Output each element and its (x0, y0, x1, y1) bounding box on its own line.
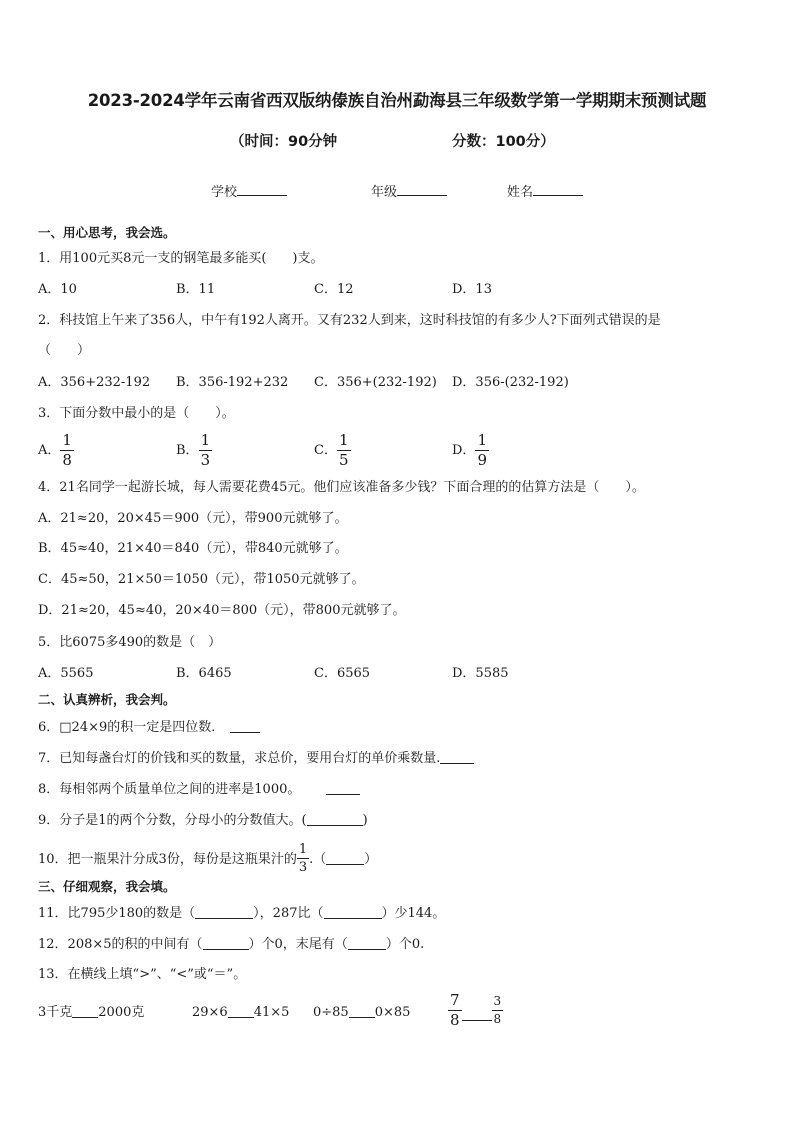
numerator: 1 (200, 431, 211, 449)
q3-option-c[interactable] (314, 432, 351, 469)
q2-option-c[interactable]: C．356+(232-192) (314, 375, 437, 390)
q10 (38, 842, 377, 875)
page-title: 2023-2024学年云南省西双版纳傣族自治州勐海县三年级数学第一学期期末预测试题 (87, 91, 707, 110)
q5-option-d[interactable]: D．5585 (452, 666, 509, 681)
q10-answer-blank[interactable] (326, 851, 364, 865)
q1-option-a[interactable]: A．10 (38, 282, 77, 297)
denominator: 3 (200, 451, 211, 469)
q2-option-a[interactable]: A．356+232-192 (38, 375, 151, 390)
q3-option-c-label: C． (314, 443, 337, 458)
q13-item-3-left: 0÷85 (313, 1005, 349, 1020)
numerator: 1 (298, 842, 308, 857)
q7-answer-blank[interactable] (440, 750, 474, 764)
q3-option-a-label: A． (38, 443, 61, 458)
q13-item-2-blank[interactable] (228, 1004, 254, 1018)
q3-stem: 3．下面分数中最小的是（ ）。 (38, 406, 235, 421)
q5-option-b[interactable]: B．6465 (176, 666, 232, 681)
q11 (38, 905, 445, 922)
q5-option-a[interactable]: A．5565 (38, 666, 94, 681)
q7 (38, 750, 474, 767)
q11-text-c: ）少144。 (381, 906, 446, 921)
school-blank[interactable] (237, 183, 287, 196)
q3-option-d-label: D． (452, 443, 476, 458)
q13-item-3-blank[interactable] (349, 1004, 375, 1018)
q12-blank-2[interactable] (348, 936, 386, 950)
numerator: 1 (62, 431, 72, 449)
q4-option-a[interactable]: A．21≈20，20×45＝900（元），带900元就够了。 (38, 511, 348, 526)
section-3-heading: 三、仔细观察，我会填。 (38, 879, 176, 894)
fraction (297, 842, 309, 875)
denominator: 9 (477, 451, 487, 469)
q13-item-3 (313, 1004, 410, 1021)
grade-blank[interactable] (397, 183, 447, 196)
fraction (199, 432, 213, 469)
q12-text-a: 12．208×5的积的中间有（ (38, 937, 203, 952)
q11-blank-1[interactable] (195, 905, 253, 919)
q9 (38, 812, 368, 829)
time-label: （时间：90分钟 (230, 134, 338, 150)
q10-text: 10．把一瓶果汁分成3份，每份是这瓶果汁的 (38, 852, 297, 867)
q12 (38, 936, 424, 953)
q13-item-4-blank[interactable] (462, 1000, 492, 1021)
name-label: 姓名 (507, 185, 534, 200)
fraction (448, 992, 462, 1029)
q1-option-d[interactable]: D．13 (452, 282, 492, 297)
denominator: 5 (338, 451, 349, 469)
grade-field (371, 181, 447, 200)
q4-option-d[interactable]: D．21≈20，45≈40，20×40＝800（元），带800元就够了。 (38, 603, 406, 618)
q13-item-1-right: 2000克 (98, 1005, 145, 1020)
school-field (211, 181, 287, 200)
q13-item-2-right: 41×5 (253, 1005, 290, 1020)
q13-item-2-left: 29×6 (192, 1005, 228, 1020)
q12-blank-1[interactable] (203, 936, 249, 950)
q1-option-b[interactable]: B．11 (176, 282, 216, 297)
q4-option-b[interactable]: B．45≈40，21×40＝840（元），带840元就够了。 (38, 541, 348, 556)
numerator: 1 (338, 431, 349, 449)
q5-stem: 5．比6075多490的数是（ ） (38, 635, 222, 650)
q2-stem: 2．科技馆上午来了356人，中午有192人离开。又有232人到来，这时科技馆的有多少人?下面列式错误的是 (38, 313, 661, 328)
q13-item-1 (38, 1004, 144, 1021)
q11-text-a: 11．比795少180的数是（ (38, 906, 196, 921)
numerator: 3 (492, 994, 504, 1011)
denominator: 8 (450, 1011, 460, 1029)
q2-option-b[interactable]: B．356-192+232 (176, 375, 289, 390)
q3-option-b[interactable] (176, 432, 212, 469)
q2-option-d[interactable]: D．356-(232-192) (452, 375, 569, 390)
grade-label: 年级 (371, 185, 398, 200)
q13-item-3-right: 0×85 (374, 1005, 411, 1020)
q5-option-c[interactable]: C．6565 (314, 666, 371, 681)
section-2-heading: 二、认真辨析，我会判。 (38, 692, 176, 707)
numerator: 7 (450, 991, 460, 1009)
school-label: 学校 (211, 185, 238, 200)
q8-answer-blank[interactable] (326, 781, 360, 795)
q9-text: 9．分子是1的两个分数，分母小的分数值大。( (38, 813, 307, 828)
q1-stem: 1．用100元买8元一支的钢笔最多能买( )支。 (38, 251, 324, 266)
fraction (337, 432, 351, 469)
q3-option-b-label: B． (176, 443, 199, 458)
q12-text-b: ）个0，末尾有（ (248, 937, 348, 952)
fraction (475, 432, 489, 469)
section-1-heading: 一、用心思考，我会选。 (38, 225, 176, 240)
q13-item-1-left: 3千克 (38, 1005, 73, 1020)
q6-text: 6．□24×9的积一定是四位数． (38, 720, 225, 735)
denominator: 8 (62, 451, 72, 469)
q1-option-c[interactable]: C．12 (314, 282, 354, 297)
q11-text-b: ），287比（ (253, 906, 324, 921)
score-label: 分数：100分） (452, 134, 555, 150)
q11-blank-2[interactable] (324, 905, 382, 919)
numerator: 1 (477, 431, 487, 449)
q6-answer-blank[interactable] (230, 719, 260, 733)
name-field (507, 181, 583, 200)
fraction (60, 432, 74, 469)
q8 (38, 781, 360, 798)
q10-open: .（ (309, 852, 327, 867)
q4-option-c[interactable]: C．45≈50，21×50＝1050（元），带1050元就够了。 (38, 572, 365, 587)
q9-answer-blank[interactable] (307, 812, 363, 826)
q12-text-c: ）个0. (385, 937, 425, 952)
q6 (38, 719, 260, 736)
fraction (492, 994, 504, 1027)
q9-close: ) (362, 813, 368, 828)
q2-stem-cont: （ ） (38, 343, 91, 358)
q3-option-d[interactable] (452, 432, 489, 469)
q10-close: ） (364, 852, 378, 867)
q13-stem: 13．在横线上填“>”、“<”或“＝”。 (38, 967, 247, 982)
q4-stem: 4．21名同学一起游长城，每人需要花费45元。他们应该准备多少钱？下面合理的的估算方法是（ ）。 (38, 480, 645, 495)
q13-item-4 (448, 992, 503, 1029)
q7-text: 7．已知每盏台灯的价钱和买的数量，求总价，要用台灯的单价乘数量. (38, 751, 441, 766)
name-blank[interactable] (533, 183, 583, 196)
q3-option-a[interactable] (38, 432, 74, 469)
denominator: 3 (298, 860, 308, 875)
q8-text: 8．每相邻两个质量单位之间的进率是1000。 (38, 782, 301, 797)
q13-item-1-blank[interactable] (72, 1004, 98, 1018)
q13-item-2 (192, 1004, 289, 1021)
denominator: 8 (493, 1012, 502, 1026)
